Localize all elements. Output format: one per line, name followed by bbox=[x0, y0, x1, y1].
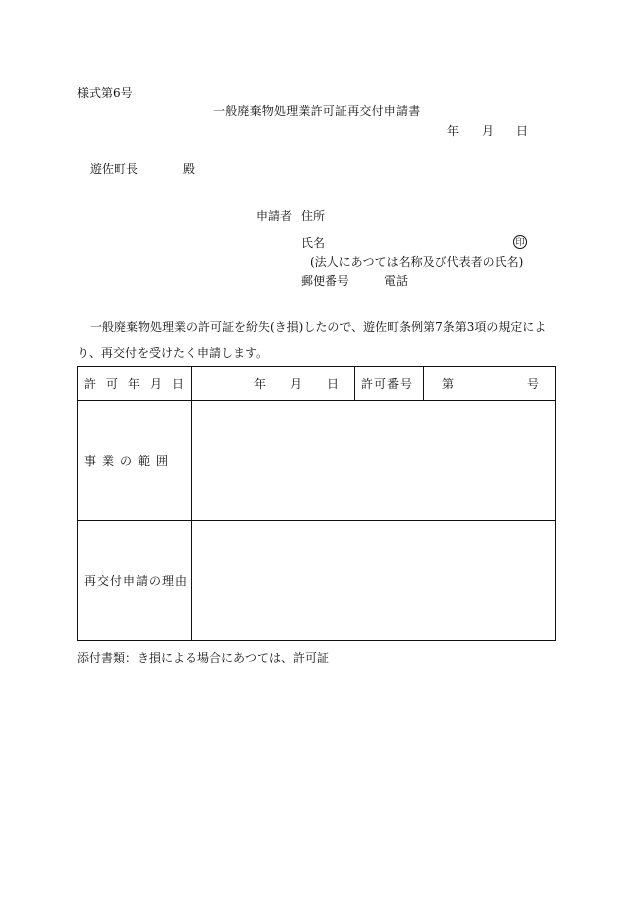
business-scope-label: 事業の範囲 bbox=[84, 454, 175, 468]
permit-day-label: 日 bbox=[327, 377, 340, 391]
form-number: 様式第6号 bbox=[77, 86, 133, 100]
column-divider bbox=[423, 367, 424, 400]
corporation-note: (法人にあつては名称及び代表者の氏名) bbox=[310, 255, 524, 269]
form-title: 一般廃棄物処理業許可証再交付申請書 bbox=[213, 104, 421, 118]
column-divider bbox=[354, 367, 355, 400]
reissue-reason-field[interactable] bbox=[192, 521, 555, 640]
permit-date-label: 許可年月日 bbox=[84, 377, 195, 391]
name-label: 氏名 bbox=[301, 236, 326, 250]
number-suffix: 号 bbox=[527, 377, 540, 391]
date-year-label: 年 bbox=[447, 124, 460, 138]
addressee-honorific: 殿 bbox=[183, 162, 196, 176]
date-day-label: 日 bbox=[516, 124, 529, 138]
permit-year-label: 年 bbox=[254, 377, 267, 391]
body-text-line2: り、再交付を受けたく申請します。 bbox=[77, 346, 269, 360]
phone-label: 電話 bbox=[384, 274, 409, 288]
attachments-note: 添付書類：き損による場合にあつては、許可証 bbox=[77, 651, 330, 665]
number-prefix: 第 bbox=[442, 377, 455, 391]
body-text-line1: 一般廃棄物処理業の許可証を紛失(き損)したので、遊佐町条例第7条第3項の規定によ bbox=[90, 320, 547, 334]
business-scope-field[interactable] bbox=[192, 401, 555, 520]
permit-number-label: 許可番号 bbox=[361, 377, 414, 391]
application-table bbox=[77, 366, 556, 641]
seal-icon: 印 bbox=[513, 235, 527, 249]
address-label: 住所 bbox=[301, 209, 326, 223]
date-month-label: 月 bbox=[482, 124, 495, 138]
applicant-label: 申請者 bbox=[256, 209, 293, 223]
permit-month-label: 月 bbox=[290, 377, 303, 391]
postal-code-label: 郵便番号 bbox=[301, 274, 350, 288]
reissue-reason-label: 再交付申請の理由 bbox=[84, 574, 189, 588]
addressee-name: 遊佐町長 bbox=[90, 162, 139, 176]
